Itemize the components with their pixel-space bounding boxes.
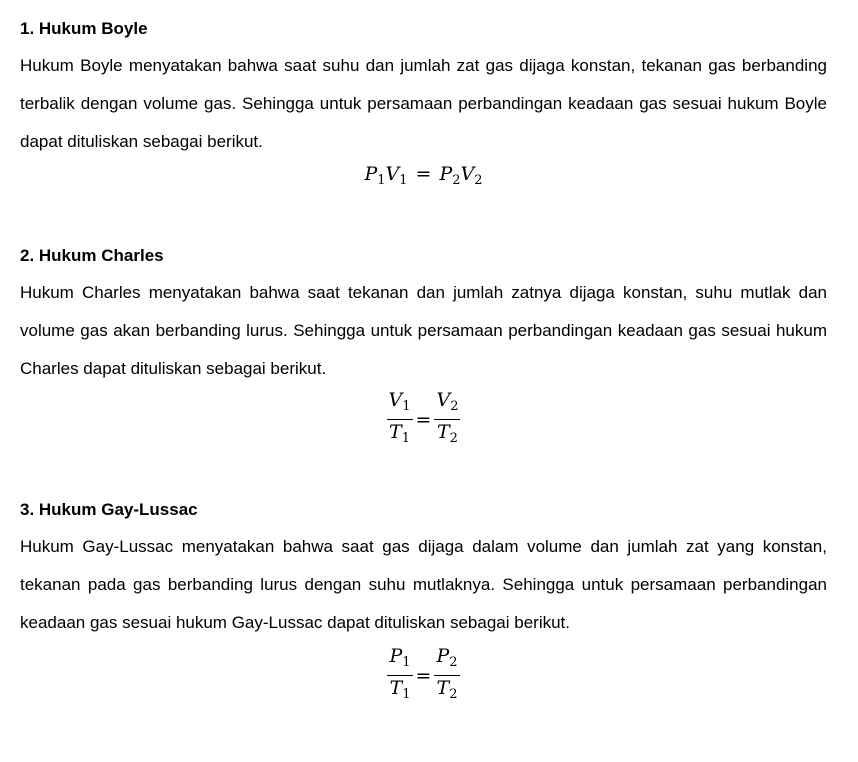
section-gay-lussac <box>20 499 827 707</box>
formula-symbol: T <box>389 677 403 699</box>
gay-lussac-formula <box>20 644 827 707</box>
fraction <box>387 644 412 707</box>
formula-subscript: 1 <box>399 173 408 188</box>
fraction <box>434 388 460 451</box>
section-paragraph: Hukum Gay-Lussac menyatakan bahwa saat gas dijaga dalam volume dan jumlah zat yang konstan, tekanan pada gas berbanding lurus dengan suhu mutlaknya. Sehingga untuk persamaan perbandingan keadaan gas sesuai hukum Gay-Lussac dapat dituliskan sebagai berikut. <box>20 537 827 632</box>
formula-subscript: 1 <box>402 655 411 670</box>
formula-subscript: 2 <box>452 173 461 188</box>
formula-subscript: 2 <box>449 655 458 670</box>
formula-symbol: V <box>388 389 403 411</box>
formula-subscript: 2 <box>449 687 458 702</box>
fraction <box>387 388 413 451</box>
formula-symbol: P <box>439 163 453 185</box>
fraction <box>434 644 459 707</box>
formula-symbol: P <box>389 645 403 667</box>
formula-symbol: V <box>460 163 475 185</box>
formula-symbol: V <box>385 163 400 185</box>
formula-symbol: P <box>364 163 378 185</box>
formula-subscript: 1 <box>402 687 411 702</box>
section-heading: 3. Hukum Gay-Lussac <box>20 500 198 519</box>
charles-formula <box>20 388 827 451</box>
section-heading: 2. Hukum Charles <box>20 246 164 265</box>
formula-subscript: 1 <box>377 173 386 188</box>
formula-symbol: P <box>436 645 450 667</box>
formula-subscript: 2 <box>450 399 459 414</box>
equals-sign: = <box>415 664 432 687</box>
formula-symbol: V <box>436 389 451 411</box>
equals-sign: = <box>415 163 432 185</box>
section-heading: 1. Hukum Boyle <box>20 19 148 38</box>
formula-subscript: 2 <box>449 431 458 446</box>
formula-subscript: 2 <box>474 173 483 188</box>
section-boyle <box>20 18 827 188</box>
formula-subscript: 1 <box>402 399 411 414</box>
section-charles <box>20 245 827 451</box>
formula-symbol: T <box>436 677 450 699</box>
section-paragraph: Hukum Charles menyatakan bahwa saat tekanan dan jumlah zatnya dijaga konstan, suhu mutlak dan volume gas akan berbanding lurus. Sehingga untuk persamaan perbandingan keadaan gas sesuai hukum Charles dapat dituliskan sebagai berikut. <box>20 283 827 378</box>
boyle-formula <box>20 163 827 188</box>
formula-symbol: T <box>389 421 402 443</box>
equals-sign: = <box>415 408 432 431</box>
formula-symbol: T <box>436 421 450 443</box>
formula-subscript: 1 <box>401 431 410 446</box>
section-paragraph: Hukum Boyle menyatakan bahwa saat suhu dan jumlah zat gas dijaga konstan, tekanan gas berbanding terbalik dengan volume gas. Sehingga untuk persamaan perbandingan keadaan gas sesuai hukum Boyle dapat dituliskan sebagai berikut. <box>20 56 827 151</box>
